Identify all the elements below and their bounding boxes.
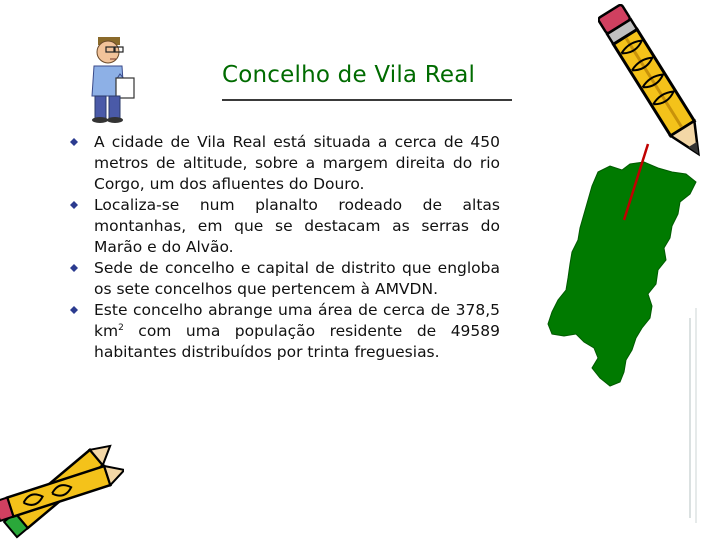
bullet-item <box>70 258 500 300</box>
bullet-item <box>70 132 500 195</box>
bullet-list <box>70 132 500 363</box>
slide-title: Concelho de Vila Real <box>222 62 476 88</box>
bullet-diamond-icon <box>70 138 78 146</box>
bullet-diamond-icon <box>70 306 78 314</box>
bullet-diamond-icon <box>70 264 78 272</box>
bullet-item <box>70 300 500 363</box>
bullet-text-after: com uma população residente de 49589 habitantes distribuídos por trinta freguesias. <box>94 322 500 361</box>
presenter-man-icon <box>78 34 140 124</box>
bullet-superscript: 2 <box>118 322 124 333</box>
bullet-diamond-icon <box>70 201 78 209</box>
bullet-text-before: Este concelho abrange uma área de cerca de 378,5 km <box>94 301 500 340</box>
bullet-text: A cidade de Vila Real está situada a cerca de 450 metros de altitude, sobre a margem direita do rio Corgo, um dos afluentes do Douro. <box>94 133 500 193</box>
bullet-text: Localiza-se num planalto rodeado de altas montanhas, em que se destacam as serras do Marão e do Alvão. <box>94 196 500 256</box>
bullet-item <box>70 195 500 258</box>
title-underline <box>222 99 512 101</box>
pencils-icon <box>0 430 124 540</box>
bullet-text: Sede de concelho e capital de distrito que engloba os sete concelhos que pertencem à AMVDN. <box>94 259 500 298</box>
portugal-map-icon <box>540 138 720 538</box>
